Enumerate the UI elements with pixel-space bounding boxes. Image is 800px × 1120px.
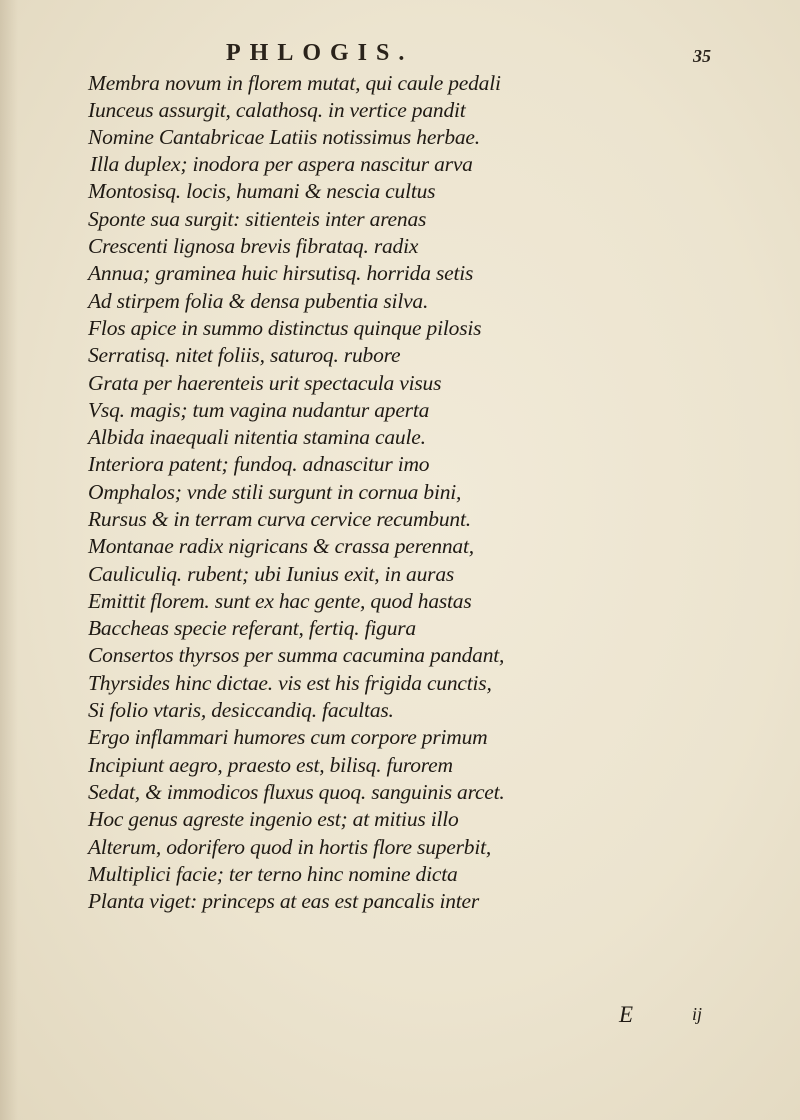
- verse-line: Sedat, & immodicos fluxus quoq. sanguinis arcet.: [88, 780, 505, 804]
- verse-line: Baccheas specie referant, fertiq. figura: [88, 616, 416, 640]
- verse-line: Consertos thyrsos per summa cacumina pandant,: [88, 643, 505, 667]
- verse-line: Vsq. magis; tum vagina nudantur aperta: [88, 398, 430, 422]
- verse-line: Illa duplex; inodora per aspera nascitur arva: [90, 152, 473, 176]
- verse-line: Iunceus assurgit, calathosq. in vertice pandit: [88, 98, 466, 122]
- signature-mark-letter: E: [619, 1002, 634, 1027]
- verse-line: Ergo inflammari humores cum corpore primum: [88, 725, 488, 749]
- verse-line: Omphalos; vnde stili surgunt in cornua bini,: [88, 480, 462, 504]
- verse-line: Alterum, odorifero quod in hortis flore superbit,: [88, 835, 492, 859]
- verse-line: Planta viget: princeps at eas est pancalis inter: [88, 889, 480, 913]
- gutter-shadow: [0, 0, 18, 1120]
- verse-line: Emittit florem. sunt ex hac gente, quod hastas: [88, 589, 472, 613]
- verse-line: Grata per haerenteis urit spectacula visus: [88, 371, 442, 395]
- page-number: 35: [693, 46, 711, 66]
- verse-line: Montanae radix nigricans & crassa perennat,: [88, 534, 474, 558]
- verse-line: Montosisq. locis, humani & nescia cultus: [88, 179, 436, 203]
- verse-line: Flos apice in summo distinctus quinque pilosis: [88, 316, 482, 340]
- verse-line: Si folio vtaris, desiccandiq. facultas.: [88, 698, 394, 722]
- verse-line: Nomine Cantabricae Latiis notissimus herbae.: [88, 125, 480, 149]
- verse-line: Incipiunt aegro, praesto est, bilisq. furorem: [88, 753, 453, 777]
- verse-line: Sponte sua surgit: sitienteis inter arenas: [88, 207, 427, 231]
- signature-mark-number: ij: [692, 1004, 703, 1024]
- verse-line: Rursus & in terram curva cervice recumbunt.: [88, 507, 471, 531]
- verse-line: Ad stirpem folia & densa pubentia silva.: [88, 289, 429, 313]
- verse-line: Multiplici facie; ter terno hinc nomine dicta: [88, 862, 458, 886]
- verse-line: Cauliculiq. rubent; ubi Iunius exit, in auras: [88, 562, 455, 586]
- verse-line: Membra novum in florem mutat, qui caule pedali: [88, 71, 501, 95]
- verse-line: Annua; graminea huic hirsutisq. horrida setis: [88, 261, 474, 285]
- verse-line: Interiora patent; fundoq. adnascitur imo: [88, 452, 430, 476]
- verse-line: Serratisq. nitet foliis, saturoq. rubore: [88, 343, 401, 367]
- running-title: PHLOGIS.: [226, 40, 414, 66]
- verse-line: Thyrsides hinc dictae. vis est his frigida cunctis,: [88, 671, 492, 695]
- verse-line: Crescenti lignosa brevis fibrataq. radix: [88, 234, 419, 258]
- verse-line: Albida inaequali nitentia stamina caule.: [88, 425, 426, 449]
- verse-line: Hoc genus agreste ingenio est; at mitius illo: [88, 807, 459, 831]
